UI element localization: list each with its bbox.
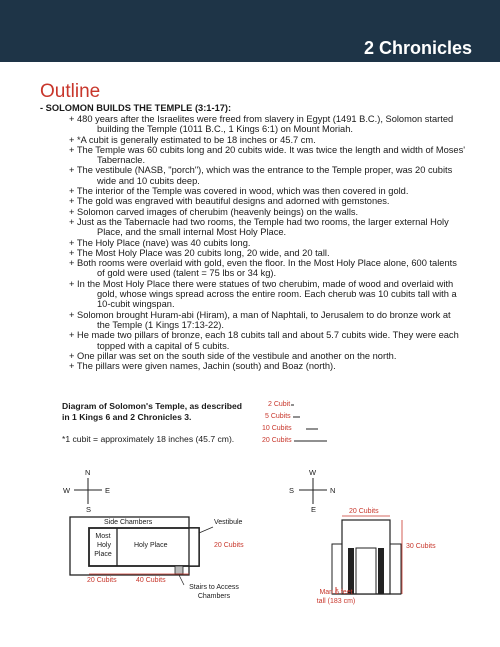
scale-label-5: 5 Cubits [265,413,291,420]
bullet-item: + In the Most Holy Place there were statues of two cherubim, made of wood and overlaid with gold, whose wings spread across the entire room. Each cherub was 10 cubits tall with a 10-cubit wingspan. [69,278,457,310]
man-label-2: tall (183 cm) [316,598,356,605]
book-title: 2 Chronicles [363,38,472,58]
section-heading: - SOLOMON BUILDS THE TEMPLE (3:1-17): [40,103,232,113]
cubit-note: *1 cubit = approximately 18 inches (45.7 cm). [62,434,235,444]
bullet-item: + The Temple was 60 cubits long and 20 cubits wide. It was twice the length and width of Moses' Tabernacle. [69,144,465,166]
vestibule-pointer [199,527,213,533]
mhp-length-label: 20 Cubits [87,577,117,584]
bullet-item: + The Holy Place (nave) was 40 cubits long. [69,237,251,248]
scale-label-20: 20 Cubits [262,437,292,444]
bullet-item: + *A cubit is generally estimated to be 18 inches or 45.7 cm. [69,134,316,145]
stairs-label-2: Chambers [197,593,231,600]
plan-width-label: 20 Cubits [214,542,244,549]
bullet-item: + The gold was engraved with beautiful designs and adorned with gemstones. [69,196,390,207]
mhp-label-1: Most [95,533,111,540]
pillar-south [348,548,354,594]
compass-east: E [105,486,111,495]
bullet-item: + Solomon brought Huram-abi (Hiram), a man of Naphtali, to Jerusalem to do bronze work at the Temple (1 Kings 17:13-22). [69,309,451,330]
diagram-title: Diagram of Solomon's Temple, as described in 1 Kings 6 and 2 Chronicles 3. [62,401,243,422]
elev-compass-left: S [289,486,295,495]
holy-place-label: Holy Place [134,542,168,549]
mhp-label-3: Place [94,551,112,558]
bullet-item: + He made two pillars of bronze, each 18 cubits tall and about 5.7 cubits wide. They were each topped with a capital of 5 cubits. [69,330,459,351]
elev-compass-right: N [330,486,336,495]
scale-label-2: 2 Cubit [268,401,291,408]
bullet-item: + Solomon carved images of cherubim (heavenly beings) on the walls. [69,206,359,217]
bullet-item: + The interior of the Temple was covered in wood, which was then covered in gold. [69,186,409,197]
bullet-item: + The Most Holy Place was 20 cubits long, 20 wide, and 20 tall. [69,247,330,258]
compass-south: S [86,505,92,514]
bullet-item: + 480 years after the Israelites were freed from slavery in Egypt (1491 B.C.), Solomon started building the Temple (1011 B.C., 1 Kings 6:1) on Mount Moriah. [69,114,454,135]
compass-north: N [85,468,91,477]
mhp-label-2: Holy [96,542,111,549]
elev-compass-top: W [309,468,317,477]
vestibule-label: Vestibule [214,519,243,526]
bullet-item: + One pillar was set on the south side of the vestibule and another on the north. [69,350,397,361]
bullet-item: + The vestibule (NASB, "porch"), which was the entrance to the Temple proper, was 20 cubits wide and 10 cubits deep. [69,165,453,186]
stairs-label-1: Stairs to Access [189,584,239,591]
compass-west: W [63,486,71,495]
pillar-north [378,548,384,594]
elevation-doorway [356,548,376,594]
scale-label-10: 10 Cubits [262,425,292,432]
outline-title: Outline [40,81,101,102]
bullet-item: + The pillars were given names, Jachin (south) and Boaz (north). [69,361,336,372]
vestibule-outline [189,528,199,566]
man-label-1: Man 6 feet [319,589,353,596]
side-chambers-label: Side Chambers [104,519,153,526]
elev-height-label: 30 Cubits [406,543,436,550]
elev-width-label: 20 Cubits [349,508,379,515]
bullet-item: + Just as the Tabernacle had two rooms, the Temple had two rooms, the larger external Holy Place, and the small internal Most Holy Place. [69,216,449,238]
hp-length-label: 40 Cubits [136,577,166,584]
bullet-item: + Both rooms were overlaid with gold, even the floor. In the Most Holy Place alone, 600 talents of gold were used (talent = 75 lbs or 34 kg). [69,258,457,279]
stairs-box [175,566,183,574]
elev-compass-bottom: E [311,505,317,514]
